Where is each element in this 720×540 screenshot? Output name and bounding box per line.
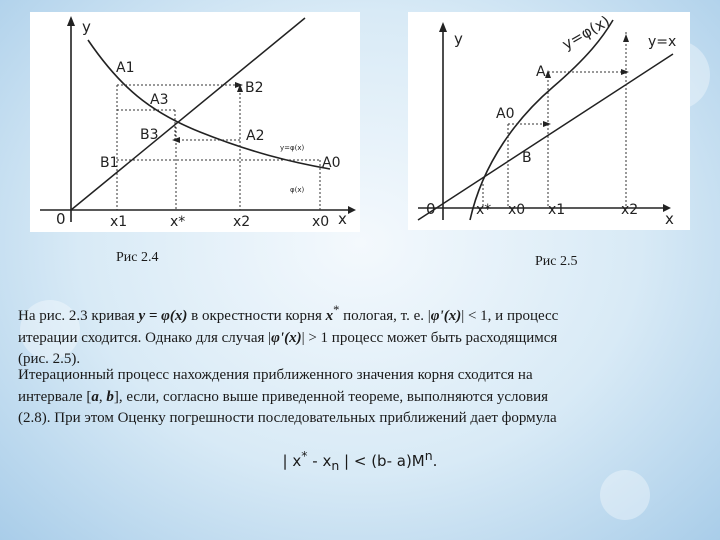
text-span: | > 1 процесс может быть расходящимся — [301, 329, 558, 346]
interval-a: a — [91, 388, 99, 405]
figure-2-4-plot — [30, 12, 360, 232]
curve-label: y=φ(x) — [280, 144, 305, 152]
x-axis-label: x — [338, 210, 347, 228]
figure-2-4 — [30, 12, 360, 232]
text-span: На рис. 2.3 кривая — [18, 308, 139, 324]
point-label-a: A — [536, 64, 546, 80]
origin-label: 0 — [426, 200, 436, 218]
formula-part: . — [432, 452, 438, 470]
step-arrow — [172, 137, 180, 143]
formula-part: - x — [307, 452, 332, 470]
point-label-a1: A1 — [116, 60, 135, 76]
tick-x-star: x* — [476, 202, 492, 218]
x-axis-label: x — [665, 210, 674, 228]
derivative-symbol: φ'(x) — [430, 308, 462, 324]
point-label-a2: A2 — [246, 128, 265, 144]
point-label-b2: B2 — [245, 80, 264, 96]
paragraph-line — [18, 300, 702, 328]
curve-label-small: φ(x) — [290, 186, 305, 194]
curve-label: y=φ(x) — [559, 12, 613, 54]
paragraph-line — [18, 328, 702, 350]
tick-x0: x0 — [508, 202, 526, 218]
x-axis-arrow — [348, 206, 356, 214]
background-spot — [600, 470, 650, 520]
tick-x1: x1 — [110, 214, 128, 230]
paragraph-line: (2.8). При этом Оценку погрешности последовательных приближений дает формула — [18, 410, 557, 426]
paragraph-line — [18, 387, 702, 409]
paragraph-iteration — [18, 365, 702, 430]
tick-x2: x2 — [621, 202, 639, 218]
text-span: ], если, согласно выше приведенной теореме, выполняются условия — [113, 388, 549, 405]
paragraph-line: Итерационный процесс нахождения приближенного значения корня сходится на — [18, 367, 533, 383]
point-label-a0: A0 — [496, 106, 515, 122]
formula-sup: * — [301, 448, 308, 463]
line-y-equals-x — [71, 18, 305, 210]
text-span: итерации сходится. Однако для случая | — [18, 329, 272, 346]
formula-sub: n — [331, 458, 340, 473]
derivative-symbol: φ'(x) — [271, 329, 302, 346]
y-axis-arrow — [67, 16, 75, 26]
curve-phi — [470, 20, 613, 220]
point-label-b: B — [522, 150, 532, 166]
y-axis-arrow — [439, 22, 447, 32]
formula-part: | < (b- a)M — [339, 452, 425, 470]
point-label-a0: A0 — [322, 155, 341, 171]
tick-x-star: x* — [170, 214, 186, 230]
origin-label: 0 — [56, 210, 66, 228]
point-label-b3: B3 — [140, 127, 159, 143]
step-arrow — [621, 69, 629, 75]
point-label-b1: B1 — [100, 155, 119, 171]
paragraph-convergence — [18, 300, 702, 371]
tick-x0: x0 — [312, 214, 330, 230]
tick-x2: x2 — [233, 214, 251, 230]
root-star: * — [333, 303, 340, 317]
text-span: пологая, т. е. | — [339, 308, 431, 324]
step-arrow — [623, 34, 629, 42]
root-symbol: x — [325, 308, 334, 324]
formula-y-phi: y = φ(x) — [138, 308, 188, 324]
text-span: интервале [ — [18, 388, 92, 405]
interval-b: b — [106, 388, 114, 405]
point-label-a3: A3 — [150, 92, 169, 108]
text-span: , — [98, 388, 107, 405]
formula-part: | x — [282, 452, 302, 470]
y-axis-label: y — [82, 18, 91, 36]
text-span: в окрестности корня — [187, 308, 326, 324]
caption-fig-2-5: Рис 2.5 — [535, 254, 578, 269]
tick-x1: x1 — [548, 202, 566, 218]
text-span: | < 1, и процесс — [461, 308, 559, 324]
y-axis-label: y — [454, 30, 463, 48]
paragraph-line: (рис. 2.5). — [18, 351, 81, 367]
formula-sup: n — [424, 448, 433, 463]
line-label: y=x — [648, 34, 677, 50]
caption-fig-2-4: Рис 2.4 — [116, 250, 159, 265]
figure-2-5-plot — [408, 12, 690, 230]
figure-2-5 — [408, 12, 690, 230]
step-arrow — [545, 70, 551, 78]
error-estimate-formula — [0, 448, 720, 473]
step-arrow — [543, 121, 551, 127]
